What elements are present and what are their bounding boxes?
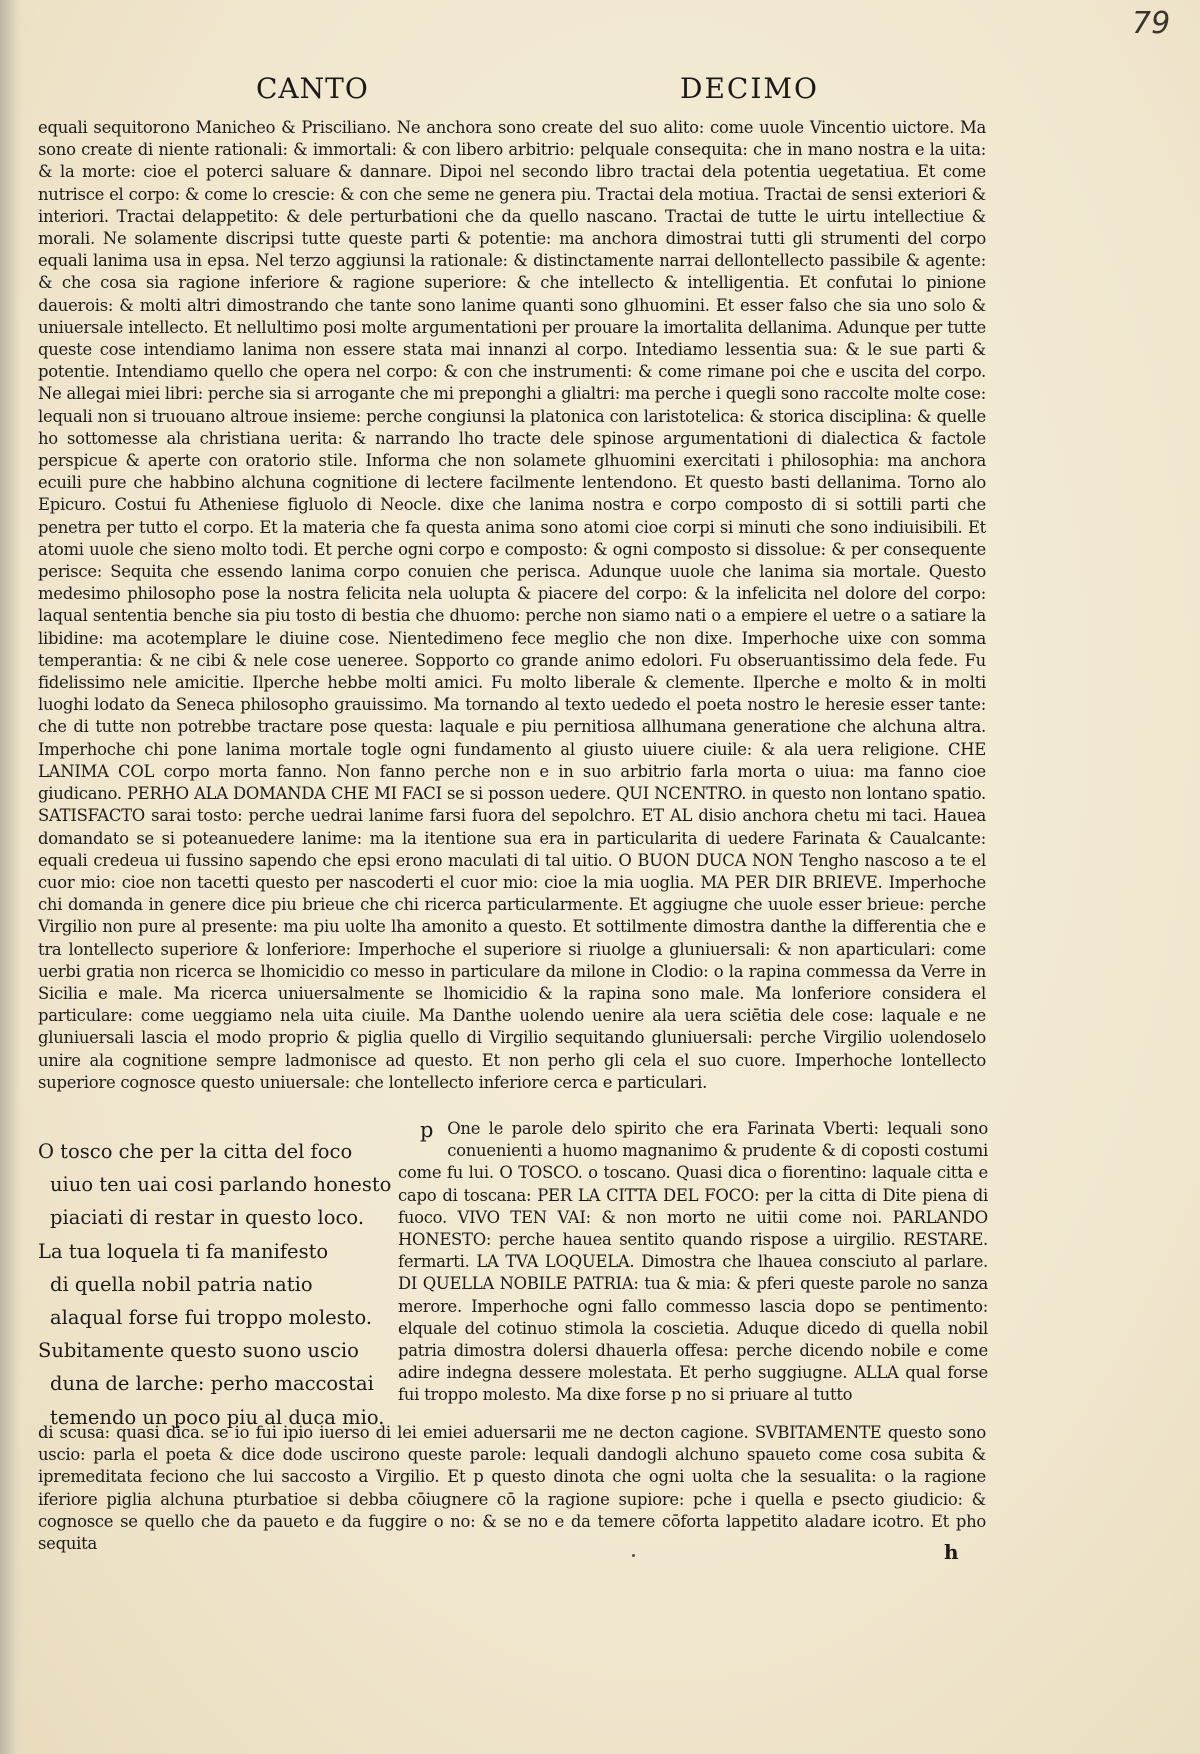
verse-line: di quella nobil patria natio (50, 1272, 313, 1296)
commentary-text: equali sequitorono Manicheo & Prisciliano. Ne anchora sono create del suo alito: come uuole Vincentio uictore. Ma sono create di niente rationali: & immortali: & con libero arbitrio: pelquale consequita: che in mano nostra e la uita: & la morte: cioe el poterci saluare & dannare. Dipoi nel secondo libro tractai dela potentia uegetatiua. Et come nutrisce el corpo: & come lo crescie: & con che seme ne genera piu. Tractai dela motiua. Tractai de sensi exteriori & interiori. Tractai delappetito: & dele perturbationi che da quello nascano. Tractai de tutte le uirtu intellectiue & morali. Ne solamente discripsi tutte queste parti & potentie: ma anchora dimostrai tutti gli strumenti del corpo equali lanima usa in epsa. Nel terzo aggiunsi la rationale: & distinctamente narrai dellontellecto passibile & agente: & che cosa sia ragione inferiore & ragione superiore: & che intellecto & intelligentia. Et confutai lo pinione dauerois: & molti altri dimostrando che tante sono lanime quanti sono glhuomini. Et esser falso che sia uno solo & uniuersale intellecto. Et nellultimo posi molte argumentationi per prouare la imortalita dellanima. Adunque per tutte queste cose intendiamo lanima non essere stata mai innanzi al corpo. Intediamo lessentia sua: & le sue parti & potentie. Intendiamo quello che opera nel corpo: & con che instrumenti: & come rimane poi che e uscita del corpo. Ne allegai miei libri: perche sia si arrogante che mi preponghi a glialtri: ma perche i quegli sono raccolte molte cose: lequali non si truouano altroue insieme: perche congiunsi la platonica con laristotelica: & storica disciplina: & quelle ho sottomesse ala christiana uerita: & narrando lho tracte dele spinose argumentationi di dialectica & factole perspicue & aperte con oratorio stile. Informa che non solamete glhuomini exercitati i philosophia: ma anchora ecuili pure che habbino alchuna cognitione di lectere facilmente lentendono. Et questo basti dellanima. Torno alo Epicuro. Costui fu Atheniese figluolo di Neocle. dixe che lanima nostra e corpo composto di si sottili parti che penetra per tutto el corpo. Et la materia che fa questa anima sono atomi cioe corpi si minuti che sono indiuisibili. Et atomi uuole che sieno molto todi. Et perche ogni corpo e composto: & ogni composto si dissolue: & per consequente perisce: Sequita che essendo lanima corpo conuien che perisca. Adunque uuole che lanima sia mortale. Questo medesimo philosopho pose la nostra felicita nela uolupta & piacere del corpo: & la infelicita nel dolore del corpo: laqual sententia benche sia piu tosto di bestia che dhuomo: perche non siamo nati o a empiere el uetre o a satiare la libidine: ma acotemplare le diuine cose. Nientedimeno fece meglio che non dixe. Imperhoche uixe con somma temperantia: & ne cibi & nele cose ueneree. Sopporto co grande animo edolori. Fu obseruantissimo dela fede. Fu fidelissimo nele amicitie. Ilperche hebbe molti amici. Fu molto liberale & clemente. Ilperche e molto & in molti luoghi lodato da Seneca philosopho grauissimo. Ma tornando al texto uededo el poeta nostro le heresie esser tante: che di tutte non potrebbe tractare pose questa: laquale e piu pernitiosa allhumana generatione che alchuna altra. Imperhoche chi pone lanima mortale togle ogni fundamento al giusto uiuere ciuile: & ala uera religione. CHE LANIMA COL corpo morta fanno. Non fanno perche non e in suo arbitrio farla morta o uiua: ma fanno cioe giudicano. PERHO ALA DOMANDA CHE MI FACI se si posson uedere. QUI NCENTRO. in questo non lontano spatio. SATISFACTO sarai tosto: perche uedrai lanime farsi fuora del sepolchro. ET AL disio anchora chetu mi taci. Hauea domandato se si poteanuedere lanime: ma la itentione sua era in particularita di uedere Farinata & Caualcante: equali credeua ui fussino sapendo che epsi erono maculati di tal uitio. O BUON DUCA NON Tengho nascoso a te el cuor mio: cioe non tacetti questo per nascoderti el cuor mio: cioe la mia uoglia. MA PER DIR BRIEVE. Imperhoche chi domanda in genere dice piu brieue che chi ricerca particularmente. Et aggiugne che uuole esser brieue: perche Virgilio non pure al presente: ma piu uolte lha amonito a questo. Et sottilmente dimostra danthe la differentia che e tra lontellecto superiore & lonferiore: Imperhoche el superiore si riuolge a gluniuersali: & non aparticulari: come uerbi gratia non ricerca se lhomicidio co messo in particulare da milone in Clodio: o la rapina commessa da Verre in Sicilia e male. Ma ricerca uniuersalmente se lhomicidio & la rapina sono male. Ma lonferiore considera el particulare: come ueggiamo nela uita ciuile. Ma Danthe uolendo uenire ala uera sciētia dele cose: laquale e ne gluniuersali lascia el modo proprio & piglia quello di Virgilio sequitando gluniuersali: perche Virgilio uolendoselo unire ala cognitione sempre ladmonisce ad questo. Et non perho gli cela el suo cuore. Imperhoche lontellecto superiore cognosce questo uniuersale: che lontellecto inferiore cerca e particulari. (38, 118, 986, 1092)
verse-line: La tua loquela ti fa manifesto (38, 1239, 329, 1263)
folio-number: 79 (1132, 6, 1171, 41)
running-head-decimo: DECIMO (680, 72, 819, 105)
verse-line: piaciati di restar in questo loco. (50, 1206, 365, 1230)
gloss-text: One le parole delo spirito che era Farinata Vberti: lequali sono conuenienti a huomo magnanimo & prudente & di coposti costumi come fu lui. O TOSCO. o toscano. Quasi dica o fiorentino: laquale citta e capo di toscana: PER LA CITTA DEL FOCO: per la citta di Dite piena di fuoco. VIVO TEN VAI: & non morto ne uitii come noi. PARLANDO HONESTO: perche hauea sentito quando rispose a uirgilio. RESTARE. fermarti. LA TVA LOQUELA. Dimostra che lhauea consciuto al parlare. DI QUELLA NOBILE PATRIA: tua & mia: & pferi queste parole no sanza merore. Imperhoche ogni fallo commesso lascia dopo se pentimento: elquale del cotinuo stimola la coscietia. Aduque dicedo di quella nobil patria dimostra dolersi dhauerla offesa: perche dicendo nobile e come adire indegna dessere molestata. Et perho suggiugne. ALLA qual forse fui troppo molesto. Ma dixe forse p no si priuare al tutto (398, 1119, 988, 1405)
commentary-block (38, 117, 986, 1094)
verse-line: temendo un poco piu al duca mio. (50, 1405, 385, 1429)
commentary-continuation (38, 1422, 986, 1555)
continuation-text: di scusa: quasi dica. se io fui ipio iuerso di lei emiei aduersarii me ne decton cagione. SVBITAMENTE questo sono uscio: parla el poeta & dice dode uscirono queste parole: lequali dandogli alchuno spaueto come cosa subita & ipremeditata feciono che lui saccosto a Virgilio. Et p questo dinota che ogni uolta che la sesualita: o la ragione iferiore piglia alchuna pturbatioe si debba cōiugnere cō la ragione supiore: pche i quella e psecto giudicio: & cognosce se quello che da paueto e da fuggire o no: & se no e da temere cōforta lappetito aladare icotro. Et pho sequita (38, 1423, 986, 1554)
verse-line: uiuo ten uai cosi parlando honesto (50, 1173, 392, 1197)
verse-block (38, 1135, 392, 1434)
verse-line: Subitamente questo suono uscio (38, 1339, 359, 1363)
verse-line: O tosco che per la citta del foco (38, 1140, 353, 1163)
verse-line: alaqual forse fui troppo molesto. (50, 1306, 373, 1330)
verse-line: duna de larche: perho maccostai (50, 1372, 374, 1396)
gloss-block (398, 1118, 988, 1407)
running-head-canto: CANTO (256, 72, 369, 105)
gloss-initial-letter: p (420, 1118, 434, 1142)
signature-mark: h (944, 1540, 959, 1564)
ink-speck (632, 1554, 635, 1557)
page-gutter-shadow (0, 0, 22, 1754)
